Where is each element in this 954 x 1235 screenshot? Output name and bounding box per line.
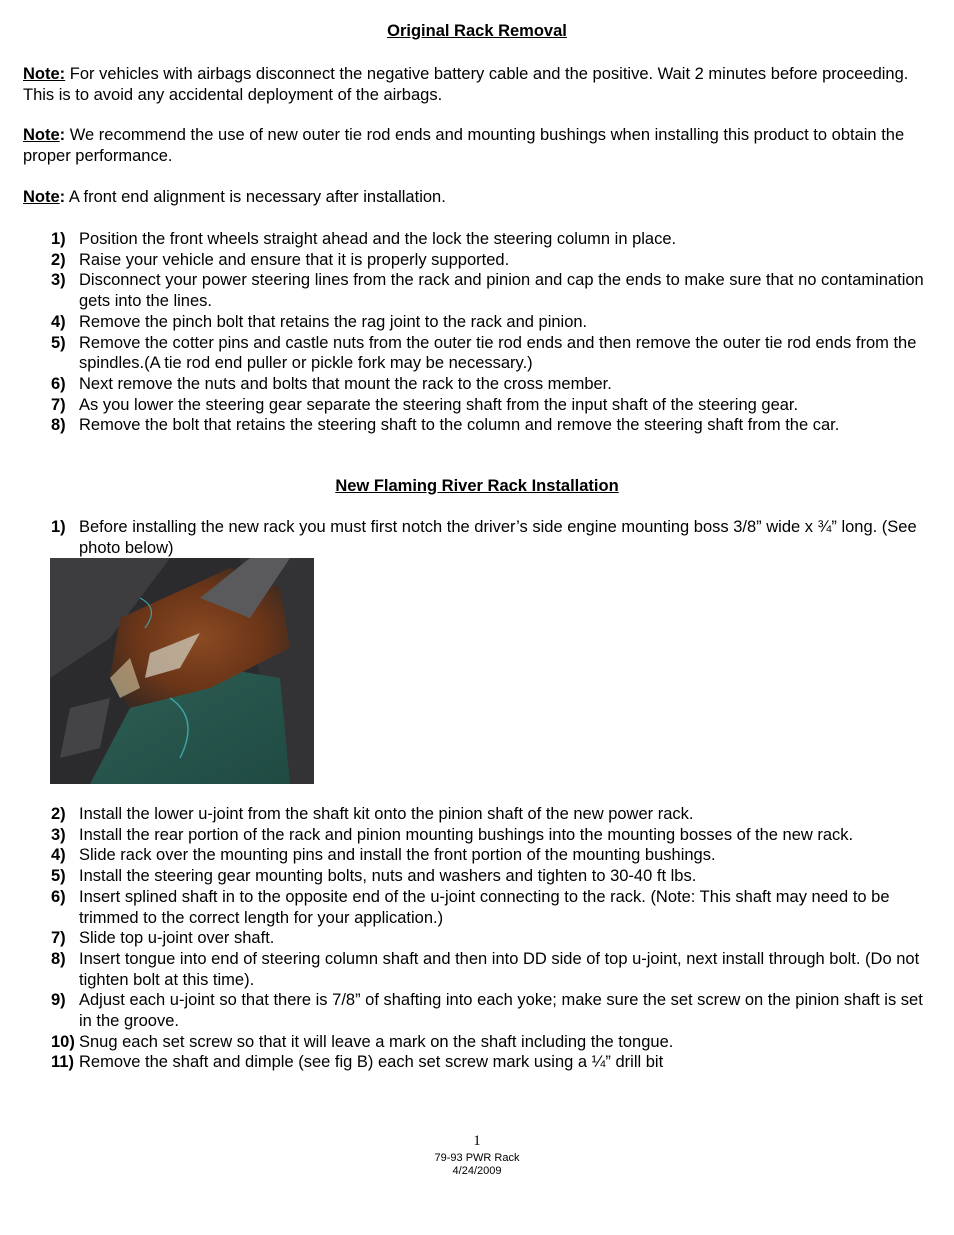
footer-doc-name: 79-93 PWR Rack <box>434 1152 520 1164</box>
step-number: 3) <box>51 271 66 290</box>
list-item <box>0 250 929 271</box>
note-colon: : <box>59 188 66 206</box>
step-text: Remove the cotter pins and castle nuts from the outer tie rod ends and then remove the outer tie rod ends from the spindles.(A tie rod end puller or pickle fork may be necessary.) <box>79 333 917 373</box>
list-item <box>0 312 929 333</box>
step-text: Slide top u-joint over shaft. <box>79 929 275 948</box>
list-item <box>0 415 929 436</box>
step-text: Remove the pinch bolt that retains the rag joint to the rack and pinion. <box>79 312 588 331</box>
list-item <box>0 1052 929 1073</box>
list-item <box>0 395 929 416</box>
list-item <box>0 804 929 825</box>
note-colon: : <box>59 126 66 144</box>
step-number: 1) <box>51 230 66 248</box>
step-number: 11) <box>51 1053 74 1072</box>
step-text: As you lower the steering gear separate the steering shaft from the input shaft of the steering gear. <box>79 395 799 414</box>
step-number: 1) <box>51 518 66 536</box>
install-step-1 <box>0 517 954 558</box>
list-item <box>0 949 929 990</box>
list-item <box>0 990 929 1031</box>
step-text: Insert splined shaft in to the opposite end of the u-joint connecting to the rack. (Note: This shaft may need to be trimmed to the correct length for your application.) <box>79 887 890 927</box>
step-number: 5) <box>51 867 66 886</box>
step-number: 2) <box>51 805 66 823</box>
note-text: We recommend the use of new outer tie rod ends and mounting bushings when installing this product to obtain the proper performance. <box>23 126 905 165</box>
note-text: A front end alignment is necessary after installation. <box>65 188 446 206</box>
list-item <box>0 845 929 866</box>
list-item <box>0 229 929 250</box>
list-item <box>0 333 929 374</box>
footer-date: 4/24/2009 <box>452 1165 502 1177</box>
install-steps <box>0 804 954 1073</box>
note-airbags <box>23 64 928 106</box>
step-text: Snug each set screw so that it will leave a mark on the shaft including the tongue. <box>79 1032 674 1051</box>
step-text: Position the front wheels straight ahead and the lock the steering column in place. <box>79 230 677 248</box>
step-number: 3) <box>51 825 66 844</box>
step-text: Disconnect your power steering lines from the rack and pinion and cap the ends to make sure that no contamination gets into the lines. <box>79 271 924 311</box>
step-number: 8) <box>51 949 66 968</box>
step-number: 6) <box>51 887 66 906</box>
note-alignment <box>23 187 928 208</box>
list-item <box>0 270 929 311</box>
list-item <box>0 866 929 887</box>
step-number: 9) <box>51 991 66 1010</box>
step-number: 8) <box>51 416 66 435</box>
step-text: Remove the bolt that retains the steering shaft to the column and remove the steering shaft from the car. <box>79 416 840 435</box>
step-text: Raise your vehicle and ensure that it is properly supported. <box>79 250 510 269</box>
step-number: 4) <box>51 312 66 331</box>
note-label: Note <box>23 188 60 206</box>
list-item <box>0 374 929 395</box>
step-number: 5) <box>51 333 66 352</box>
step-number: 10) <box>51 1032 75 1051</box>
section-title-installation: New Flaming River Rack Installation <box>335 477 619 495</box>
list-item <box>0 887 929 928</box>
list-item <box>0 928 929 949</box>
removal-steps <box>0 229 954 436</box>
step-number: 6) <box>51 374 66 393</box>
list-item <box>0 517 929 558</box>
step-number: 4) <box>51 846 66 865</box>
step-text: Insert tongue into end of steering column shaft and then into DD side of top u-joint, next install through bolt. (Do not tighten bolt at this time). <box>79 949 920 989</box>
note-label: Note: <box>23 65 66 83</box>
step-text: Install the lower u-joint from the shaft kit onto the pinion shaft of the new power rack. <box>79 805 694 823</box>
step-text: Adjust each u-joint so that there is 7/8” of shafting into each yoke; make sure the set screw on the pinion shaft is set in the groove. <box>79 991 923 1031</box>
step-number: 7) <box>51 395 66 414</box>
step-text: Install the steering gear mounting bolts, nuts and washers and tighten to 30-40 ft lbs. <box>79 867 697 886</box>
step-text: Slide rack over the mounting pins and install the front portion of the mounting bushings. <box>79 846 716 865</box>
step-text: Next remove the nuts and bolts that mount the rack to the cross member. <box>79 374 612 393</box>
list-item <box>0 1032 929 1053</box>
engine-mount-photo <box>50 558 314 784</box>
step-text: Remove the shaft and dimple (see fig B) each set screw mark using a ¼” drill bit <box>79 1053 664 1072</box>
note-label: Note <box>23 126 60 144</box>
step-number: 2) <box>51 250 66 269</box>
step-text: Install the rear portion of the rack and pinion mounting bushings into the mounting bosses of the new rack. <box>79 825 854 844</box>
list-item <box>0 825 929 846</box>
note-tie-rods <box>23 125 928 167</box>
page-number: 1 <box>473 1133 481 1149</box>
note-text: For vehicles with airbags disconnect the negative battery cable and the positive. Wait 2 minutes before proceeding. This is to avoid any accidental deployment of the airbags. <box>23 65 909 104</box>
step-number: 7) <box>51 929 66 948</box>
section-title-removal: Original Rack Removal <box>387 22 567 40</box>
step-text: Before installing the new rack you must first notch the driver’s side engine mounting boss 3/8” wide x ¾” long. (See photo below) <box>79 518 917 557</box>
